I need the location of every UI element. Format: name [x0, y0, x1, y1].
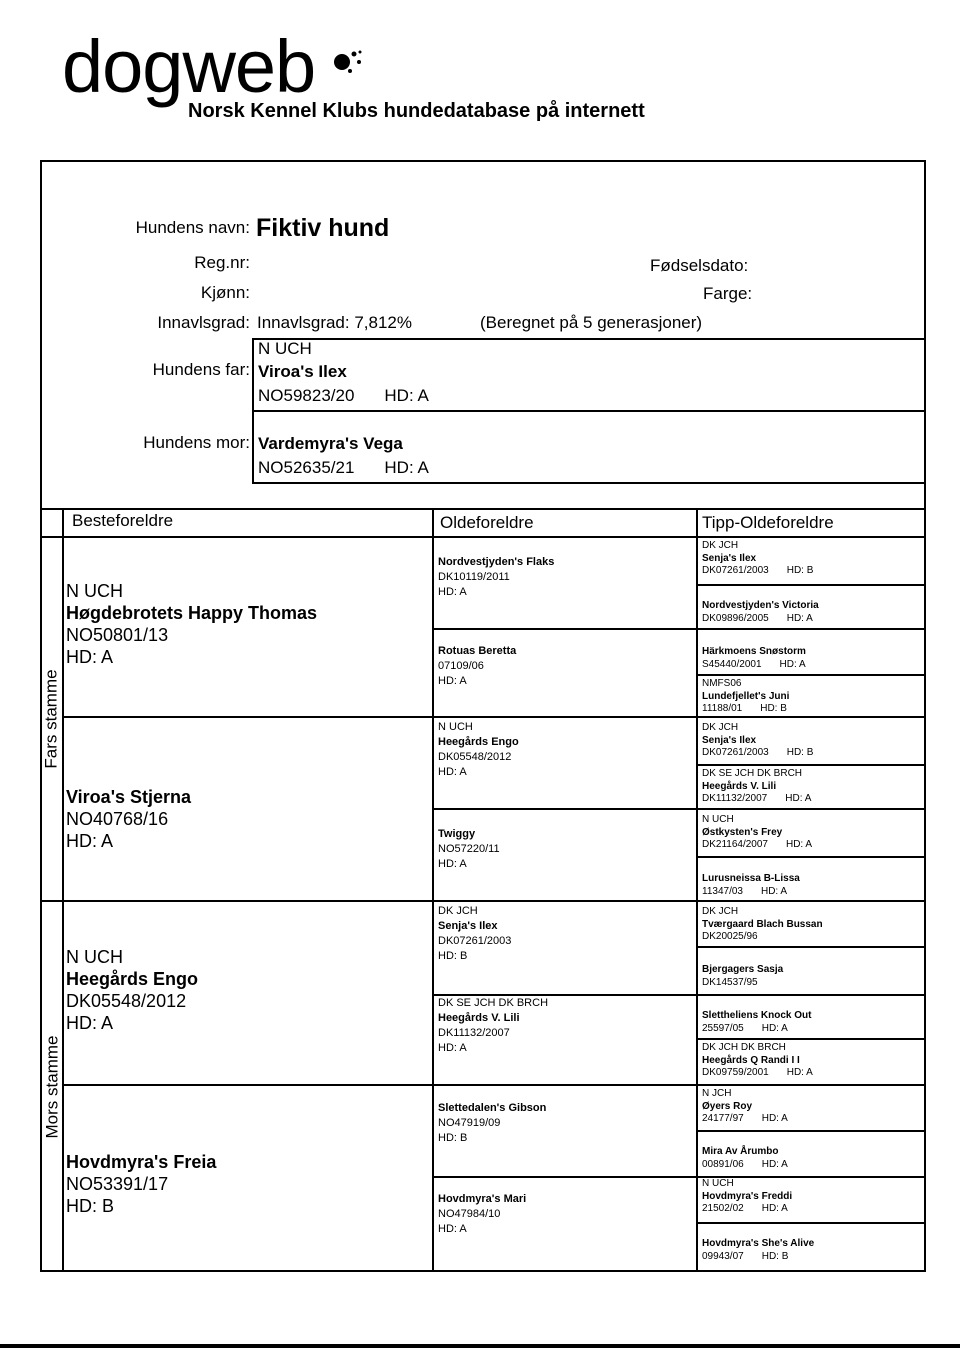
tipp-8: Lurusneissa B-Lissa 11347/03 HD: A [702, 873, 800, 897]
tipp-14: Mira Av Årumbo 00891/06 HD: A [702, 1146, 788, 1170]
col-tipp: Tipp-Oldeforeldre [702, 513, 834, 532]
grandparent-2: Viroa's Stjerna NO40768/16 HD: A [66, 787, 192, 851]
col-oldeforeldre: Oldeforeldre [440, 513, 534, 532]
far-label: Hundens far: [152, 360, 250, 379]
farge-label: Farge: [703, 284, 753, 303]
grandparent-1: N UCH Høgdebrotets Happy Thomas NO50801/13 HD: A [66, 581, 318, 667]
great-grandparent-6: DK SE JCH DK BRCH Heegårds V. Lili DK11132/2007 HD: A [438, 997, 549, 1054]
great-grandparent-8: Hovdmyra's Mari NO47984/10 HD: A [438, 1193, 527, 1235]
far-title: N UCH [258, 339, 312, 358]
tipp-16: Hovdmyra's She's Alive 09943/07 HD: B [702, 1238, 815, 1262]
tipp-11: Slettheliens Knock Out 25597/05 HD: A [702, 1010, 812, 1034]
kjonn-label: Kjønn: [200, 283, 250, 302]
mor-label: Hundens mor: [143, 433, 250, 452]
great-grandparent-5: DK JCH Senja's Ilex DK07261/2003 HD: B [438, 905, 512, 962]
innavl-label: Innavlsgrad: [157, 313, 250, 332]
great-grandparent-1: Nordvestjyden's Flaks DK10119/2011 HD: A [438, 556, 555, 598]
tipp-7: N UCH Østkysten's Frey DK21164/2007 HD: A [702, 814, 813, 850]
innavl-note: (Beregnet på 5 generasjoner) [480, 313, 703, 332]
tipp-5: DK JCH Senja's Ilex DK07261/2003 HD: B [702, 722, 814, 758]
name-label: Hundens navn: [135, 218, 250, 237]
regnr-label: Reg.nr: [194, 253, 250, 272]
tipp-4: NMFS06 Lundefjellet's Juni 11188/01 HD: B [702, 678, 790, 714]
logo-subtitle: Norsk Kennel Klubs hundedatabase på internett [188, 100, 645, 122]
tipp-15: N UCH Hovdmyra's Freddi 21502/02 HD: A [702, 1178, 793, 1214]
fars-stamme: Fars stamme [42, 669, 61, 769]
tipp-9: DK JCH Tværgaard Blach Bussan DK20025/96 [702, 906, 823, 942]
tipp-12: DK JCH DK BRCH Heegårds Q Randi I I DK09759/2001 HD: A [702, 1042, 813, 1078]
tipp-2: Nordvestjyden's Victoria DK09896/2005 HD: A [702, 600, 819, 624]
mor-name: Vardemyra's Vega [258, 434, 403, 453]
innavl-value: Innavlsgrad: 7,812% [257, 313, 412, 332]
far-name: Viroa's Ilex [258, 362, 347, 381]
great-grandparent-7: Slettedalen's Gibson NO47919/09 HD: B [438, 1102, 547, 1144]
tipp-13: N JCH Øyers Roy 24177/97 HD: A [702, 1088, 788, 1124]
col-besteforeldre: Besteforeldre [72, 511, 174, 530]
tipp-3: Härkmoens Snøstorm S45440/2001 HD: A [702, 646, 806, 670]
logo-dots-icon [330, 44, 370, 84]
dogweb-logo: dogweb [62, 25, 316, 108]
tipp-10: Bjergagers Sasja DK14537/95 [702, 964, 784, 988]
great-grandparent-3: N UCH Heegårds Engo DK05548/2012 HD: A [438, 721, 519, 778]
tipp-1: DK JCH Senja's Ilex DK07261/2003 HD: B [702, 540, 814, 576]
far-reg: NO59823/20 HD: A [258, 386, 429, 405]
great-grandparent-2: Rotuas Beretta 07109/06 HD: A [438, 645, 517, 687]
mors-stamme: Mors stamme [42, 1035, 61, 1139]
page-bottom-edge [0, 1344, 960, 1348]
grandparent-3: N UCH Heegårds Engo DK05548/2012 HD: A [66, 947, 199, 1033]
great-grandparent-4: Twiggy NO57220/11 HD: A [438, 828, 500, 870]
fodselsdato-label: Fødselsdato: [650, 256, 749, 275]
dog-name: Fiktiv hund [256, 214, 390, 242]
mor-reg: NO52635/21 HD: A [258, 458, 429, 477]
grandparent-4: Hovdmyra's Freia NO53391/17 HD: B [66, 1152, 217, 1216]
tipp-6: DK SE JCH DK BRCH Heegårds V. Lili DK11132/2007 HD: A [702, 768, 812, 804]
